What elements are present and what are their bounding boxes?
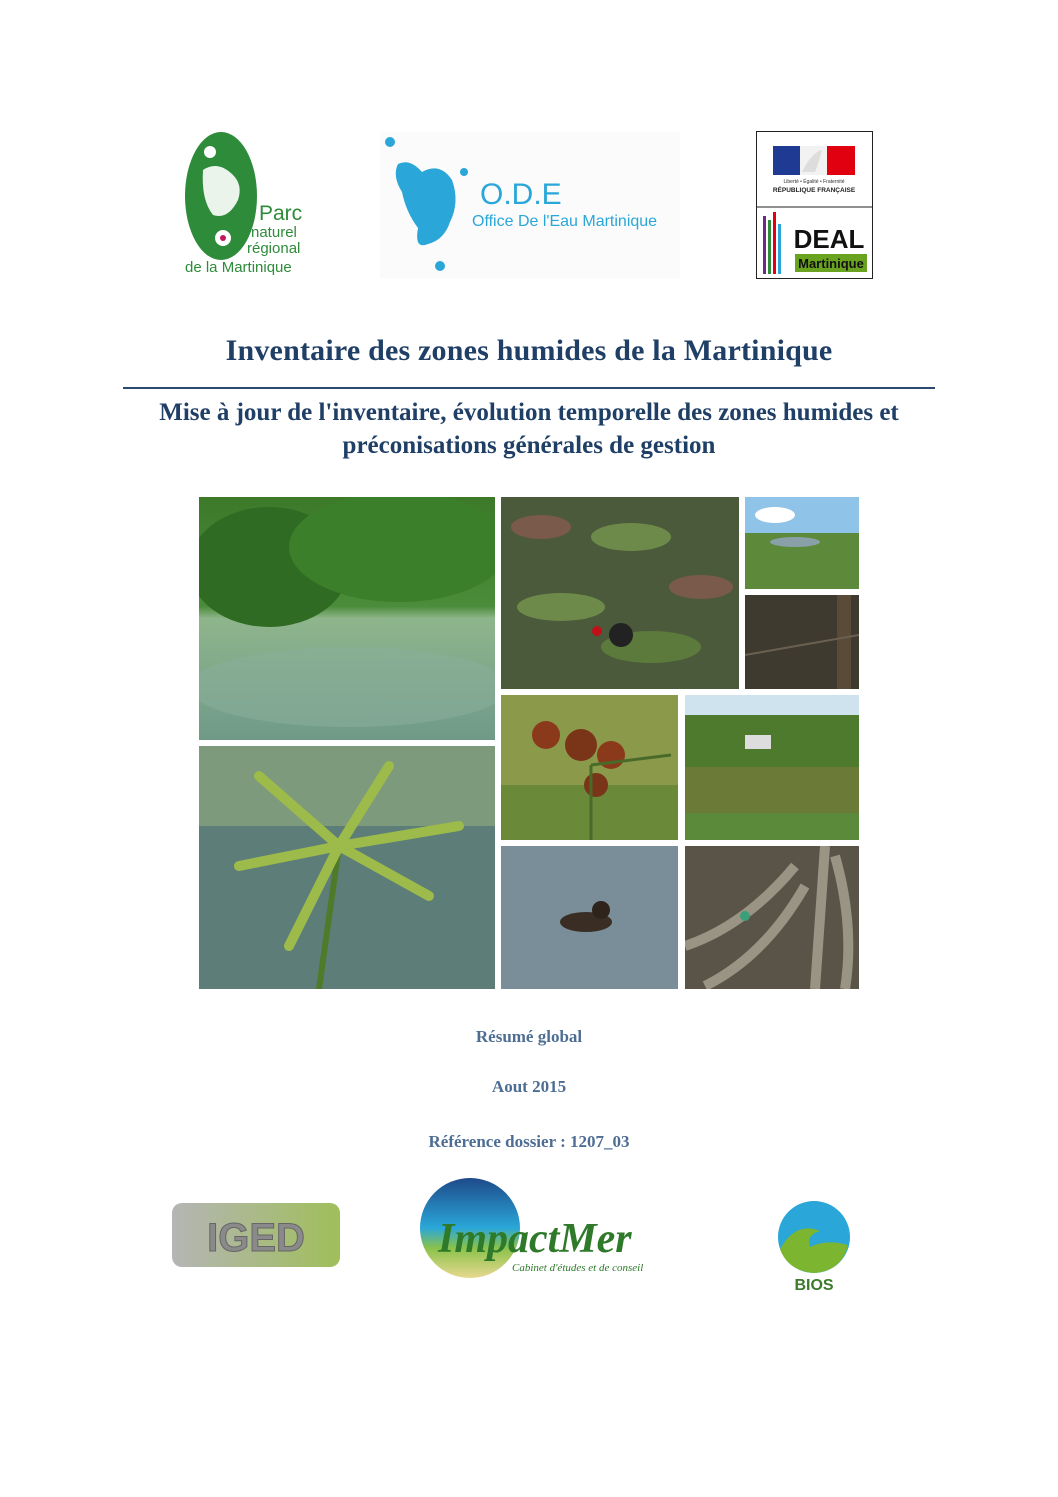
svg-text:BIOS: BIOS [794, 1277, 834, 1294]
bios-logo [776, 1201, 852, 1295]
ode-logo [380, 132, 680, 278]
svg-text:Parc: Parc [259, 202, 303, 225]
republique-deal-logo [756, 131, 873, 279]
svg-text:IGED: IGED [207, 1216, 305, 1260]
document-subtitle: Mise à jour de l'inventaire, évolution temporelle des zones humides et préconisations générales de gestion [159, 399, 899, 459]
document-title: Inventaire des zones humides de la Martinique [225, 334, 833, 367]
photo-cyperus-flower [501, 695, 678, 840]
svg-text:Cabinet d'études et de conseil: Cabinet d'études et de conseil [512, 1262, 644, 1274]
photo-landscape-pond [745, 497, 859, 589]
photo-water-lilies-bird [501, 497, 739, 689]
svg-text:naturel: naturel [251, 224, 297, 241]
document-date: Aout 2015 [491, 1077, 567, 1096]
svg-text:DEAL: DEAL [793, 224, 865, 254]
pnr-martinique-logo [183, 130, 305, 280]
svg-text:O.D.E: O.D.E [480, 178, 562, 211]
photo-forest-floor [745, 595, 859, 689]
document-reference: Référence dossier : 1207_03 [428, 1132, 630, 1151]
svg-text:de la Martinique: de la Martinique [185, 259, 292, 276]
title-divider [123, 387, 935, 389]
photo-mangrove [199, 497, 495, 740]
svg-text:Liberté • Égalité • Fraternité: Liberté • Égalité • Fraternité [783, 179, 845, 185]
photo-duck-swimming [501, 846, 678, 989]
iged-logo [170, 1201, 342, 1273]
svg-text:Office De l'Eau Martinique: Office De l'Eau Martinique [472, 213, 658, 230]
svg-text:RÉPUBLIQUE FRANÇAISE: RÉPUBLIQUE FRANÇAISE [772, 187, 856, 194]
impactmer-logo [418, 1176, 662, 1280]
photo-sedge-closeup [199, 746, 495, 989]
svg-text:ImpactMer: ImpactMer [438, 1216, 632, 1262]
svg-text:Martinique: Martinique [798, 256, 864, 271]
photo-pond-vegetation [685, 695, 859, 840]
photo-tree-roots [685, 846, 859, 989]
svg-text:régional: régional [247, 240, 301, 257]
summary-label: Résumé global [475, 1027, 583, 1046]
